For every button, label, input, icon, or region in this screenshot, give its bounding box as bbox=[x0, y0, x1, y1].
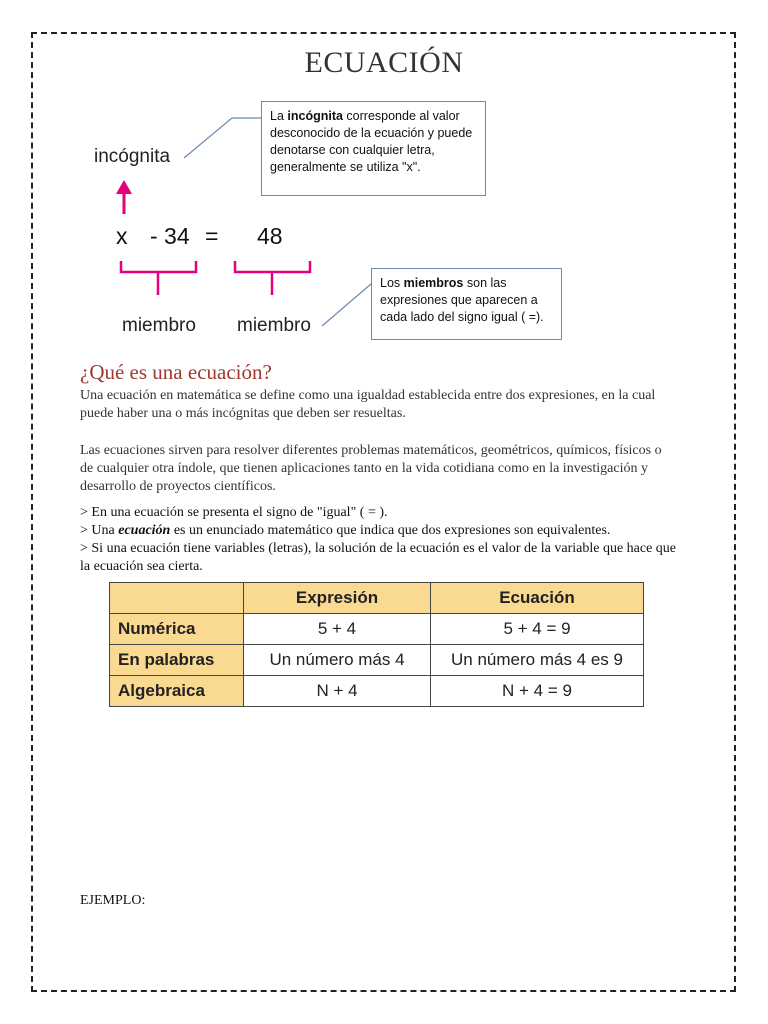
incognita-label: incógnita bbox=[94, 146, 171, 167]
bullet-emphasis: ecuación bbox=[118, 523, 171, 538]
miembro-right-label: miembro bbox=[237, 315, 311, 336]
table-cell: N + 4 = 9 bbox=[431, 676, 644, 707]
callout-incognita-text: corresponde al valor desconocido de la ecuación y puede denotarse con cualquier letra, generalmente se utiliza "x". bbox=[270, 109, 473, 174]
bullet-rest: es un enunciado matemático que indica que dos expresiones son equivalentes. bbox=[170, 523, 611, 538]
table-cell: Un número más 4 bbox=[244, 645, 431, 676]
ejemplo-label: EJEMPLO: bbox=[80, 893, 146, 908]
table-row bbox=[110, 645, 644, 676]
table-row-label: Algebraica bbox=[110, 676, 244, 707]
callout2-connector bbox=[322, 284, 371, 326]
table-header-cell: Expresión bbox=[244, 583, 431, 614]
miembro-left-label: miembro bbox=[122, 315, 196, 336]
bullet-prefix: > Una bbox=[80, 523, 119, 538]
page-title: ECUACIÓN bbox=[304, 46, 464, 79]
callout-miembros-prefix: Los bbox=[380, 276, 404, 290]
table-row bbox=[110, 614, 644, 645]
comparison-table bbox=[109, 582, 644, 707]
table-header-row bbox=[110, 583, 644, 614]
bullet-item bbox=[80, 522, 680, 540]
bullet-item: > Si una ecuación tiene variables (letras), la solución de la ecuación es el valor de la variable que hace que la ecuación sea cierta. bbox=[80, 541, 677, 574]
arrow-up-icon bbox=[116, 180, 132, 214]
callout-incognita bbox=[261, 101, 486, 196]
table-header-cell bbox=[110, 583, 244, 614]
bullet-list bbox=[80, 504, 680, 576]
table-header-cell: Ecuación bbox=[431, 583, 644, 614]
table-cell: 5 + 4 = 9 bbox=[431, 614, 644, 645]
table-row bbox=[110, 676, 644, 707]
equation-variable: x bbox=[116, 223, 128, 249]
table-row-label: Numérica bbox=[110, 614, 244, 645]
paragraph-definition: Una ecuación en matemática se define como una igualdad establecida entre dos expresiones, en la cual puede haber una o más incógnitas que deben ser resueltas. bbox=[80, 388, 656, 421]
table-cell: N + 4 bbox=[244, 676, 431, 707]
table-cell: Un número más 4 es 9 bbox=[431, 645, 644, 676]
equation-result: 48 bbox=[257, 223, 283, 249]
brace-right-icon bbox=[235, 261, 310, 295]
paragraph-uses: Las ecuaciones sirven para resolver diferentes problemas matemáticos, geométricos, químicos, físicos o de cualquier otra índole, que tienen aplicaciones tanto en la vida cotidiana como en la investigación y desarrollo de proyectos científicos. bbox=[80, 443, 662, 494]
callout1-connector bbox=[184, 118, 232, 158]
callout-miembros-bold: miembros bbox=[403, 276, 464, 290]
callout-incognita-bold: incógnita bbox=[287, 109, 343, 123]
equation-equals: = bbox=[205, 223, 219, 249]
equation-minus-term: - 34 bbox=[150, 223, 190, 249]
section-heading: ¿Qué es una ecuación? bbox=[80, 360, 272, 384]
bullet-item: > En una ecuación se presenta el signo de "igual" ( = ). bbox=[80, 505, 388, 520]
callout-incognita-prefix: La bbox=[270, 109, 288, 123]
table-row-label: En palabras bbox=[110, 645, 244, 676]
table-cell: 5 + 4 bbox=[244, 614, 431, 645]
callout-miembros-text: son las expresiones que aparecen a cada lado del signo igual ( =). bbox=[380, 276, 544, 324]
brace-left-icon bbox=[121, 261, 196, 295]
callout-miembros bbox=[371, 268, 562, 340]
